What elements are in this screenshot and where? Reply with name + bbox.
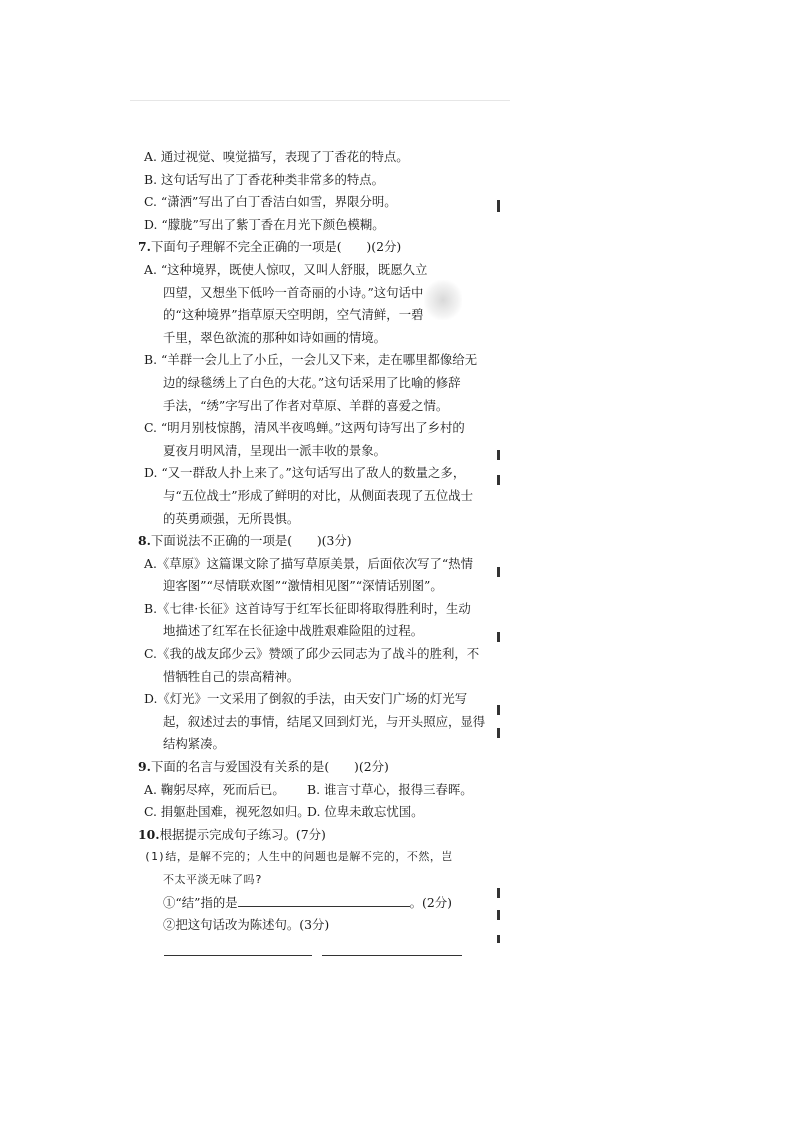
right-edge-mark	[497, 632, 500, 642]
q10-sub1-line: (1)结，是解不完的；人生中的问题也是解不完的，不然，岂	[144, 850, 453, 864]
q10-part2: ②把这句话改为陈述句。(3分)	[163, 917, 330, 933]
answer-lines[interactable]	[164, 937, 473, 961]
q8-option-c-line: 惜牺牲自己的崇高精神。	[163, 668, 300, 684]
q7-option-d-line: D. “又一群敌人扑上来了。”这句话写出了敌人的数量之多，	[144, 465, 466, 481]
question-number: 8.	[138, 533, 151, 549]
q7-option-a-line: 的“这种境界”指草原天空明朗，空气清鲜，一碧	[163, 307, 424, 323]
question-content	[138, 146, 486, 961]
answer-line[interactable]	[322, 955, 462, 956]
q8-option-b-line: 地描述了红军在长征途中战胜艰难险阻的过程。	[163, 623, 424, 639]
part1-prefix: ①“结”指的是	[163, 894, 238, 910]
q10-stem	[138, 824, 473, 847]
q8-option-b-line: B.《七律·长征》这首诗写于红军长征即将取得胜利时，生动	[144, 600, 471, 616]
question-text: 下面说法不正确的一项是( )(3分)	[150, 533, 352, 549]
part1-suffix: 。(2分)	[409, 894, 452, 910]
right-edge-mark	[497, 910, 500, 920]
right-edge-mark	[497, 200, 500, 212]
q7-option-d-line: 与“五位战士”形成了鲜明的对比，从侧面表现了五位战士	[163, 487, 474, 503]
q9-options-row	[138, 801, 473, 824]
q10-sub1-line: 不太平淡无味了吗?	[163, 873, 263, 886]
q8-option-d-line: 起，叙述过去的事情，结尾又回到灯光，与开头照应，显得	[163, 713, 486, 729]
q7-option-b-line: 手法，“绣”字写出了作者对草原、羊群的喜爱之情。	[163, 397, 449, 413]
q8-option-a-line: 迎客图”“尽情联欢图”“激情相见图”“深情话别图”。	[163, 578, 443, 594]
q6-option-b: B. 这句话写出了丁香花种类非常多的特点。	[144, 171, 385, 187]
q7-option-a-line: 千里，翠色欲流的那种如诗如画的情境。	[163, 329, 387, 345]
right-edge-mark	[497, 728, 500, 738]
q9-option-a: A. 鞠躬尽瘁，死而后已。	[144, 781, 285, 797]
right-edge-mark	[497, 705, 500, 715]
right-edge-mark	[497, 475, 500, 485]
q9-option-b: B. 谁言寸草心，报得三春晖。	[307, 781, 473, 797]
q7-option-b-line: B. “羊群一会儿上了小丘，一会儿又下来，走在哪里都像给无	[144, 352, 478, 368]
q8-stem	[138, 530, 473, 553]
q6-option-c: C. “潇洒”写出了白丁香洁白如雪，界限分明。	[144, 194, 397, 210]
right-edge-mark	[497, 888, 500, 898]
q9-stem	[138, 756, 473, 779]
q9-option-d: D. 位卑未敢忘忧国。	[307, 804, 424, 820]
right-edge-mark	[497, 935, 500, 943]
q9-option-c: C. 捐躯赴国难，视死忽如归。	[144, 804, 310, 820]
question-number: 7.	[138, 239, 151, 255]
q10-part1	[138, 892, 473, 915]
q8-option-a-line: A.《草原》这篇课文除了描写草原美景，后面依次写了“热情	[144, 555, 473, 571]
question-number: 10.	[138, 826, 160, 842]
answer-line[interactable]	[164, 955, 312, 956]
q7-option-c-line: C. “明月别枝惊鹊，清风半夜鸣蝉。”这两句诗写出了乡村的	[144, 420, 465, 436]
q6-option-a: A. 通过视觉、嗅觉描写，表现了丁香花的特点。	[144, 149, 409, 164]
right-edge-mark	[497, 567, 500, 577]
answer-blank[interactable]	[238, 892, 410, 907]
question-text: 根据提示完成句子练习。(7分)	[159, 826, 326, 842]
question-text: 下面句子理解不完全正确的一项是( )(2分)	[150, 239, 402, 255]
q7-option-d-line: 的英勇顽强，无所畏惧。	[163, 510, 300, 526]
q9-options-row	[138, 779, 473, 802]
right-edge-mark	[497, 450, 500, 460]
q7-option-a-line: A. “这种境界，既使人惊叹，又叫人舒服，既愿久立	[144, 261, 428, 277]
q8-option-c-line: C.《我的战友邱少云》赞颂了邱少云同志为了战斗的胜利，不	[144, 646, 480, 662]
q7-option-a-line: 四望，又想坐下低吟一首奇丽的小诗。”这句话中	[163, 284, 424, 300]
question-number: 9.	[138, 759, 151, 775]
q8-option-d-line: D.《灯光》一文采用了倒叙的手法，由天安门广场的灯光写	[144, 691, 468, 707]
q8-option-d-line: 结构紧凑。	[163, 736, 225, 752]
q7-option-b-line: 边的绿毯绣上了白色的大花。”这句话采用了比喻的修辞	[163, 374, 461, 390]
q7-stem	[138, 236, 473, 259]
q6-option-d: D. “朦胧”写出了紫丁香在月光下颜色模糊。	[144, 216, 385, 232]
top-border-line	[130, 100, 510, 101]
q7-option-c-line: 夏夜月明风清，呈现出一派丰收的景象。	[163, 442, 387, 458]
question-text: 下面的名言与爱国没有关系的是( )(2分)	[150, 759, 389, 775]
